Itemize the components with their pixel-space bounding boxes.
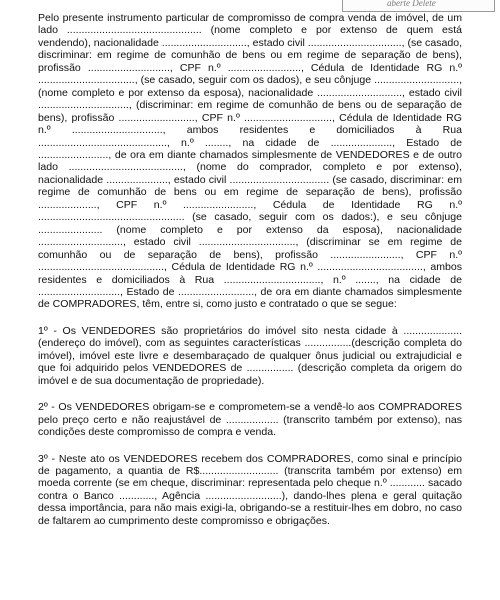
clause-1-paragraph: 1º - Os VENDEDORES são proprietários do imóvel sito nesta cidade à .................... (endereço do imóvel), com as seguintes características ................(descrição completa do imóvel), imóvel este livre e desembaraçado de qualquer ônus judicial ou extrajudicial e que foi adquirido pelos VENDEDORES de ................ (descrição completa da origem do imóvel e de sua documentação de propriedade).	[38, 324, 462, 387]
clause-2-paragraph: 2º - Os VENDEDORES obrigam-se e comprometem-se a vendê-lo aos COMPRADORES pelo preço certo e não reajustável de .................. (transcrito também por extenso), nas condições deste compromisso de compra e venda.	[38, 401, 462, 439]
clause-3-paragraph: 3º - Neste ato os VENDEDORES recebem dos COMPRADORES, como sinal e princípio de pagamento, a quantia de R$........................... (transcrita também por extenso) em moeda corrente (se em cheque, discriminar: representada pelo cheque n.º ............ sacado contra o Banco ............, Agência ..........................), dando-lhes plena e geral quitação dessa importância, para não mais exigi-la, obrigando-se a restituir-lhes em dobro, no caso de faltarem ao cumprimento deste compromisso e obrigações.	[38, 452, 462, 527]
corner-tag	[342, 0, 495, 12]
contract-document	[38, 12, 462, 541]
preamble-paragraph: Pelo presente instrumento particular de compromisso de compra venda de imóvel, de um lado .............................................. (nome completo e por extenso de quem está vendendo), nacionalidade ............................., estado civil ................................, (se casado, discriminar: em regime de comunhão de bens ou em regime de separação de bens), profissão ............................, CPF n.º ........................., Cédula de Identidade RG n.º ................................., (se casado, seguir com os dados), e seu cônjuge ............................., (nome completo e por extenso da esposa), nacionalidade ............................., estado civil ..............................., (discriminar: em regime de comunhão de bens ou de separação de bens), profissão .........................., CPF n.º .............................., Cédula de Identidade RG n.º ..............................., ambos residentes e domiciliados à Rua ............................................, n.º ........, na cidade de ....................., Estado de ........................, de ora em diante chamados simplesmente de VENDEDORES e de outro lado ......................................., (nome do comprador, completo e por extenso), nacionalidade ....................., estado civil .................................. (se casado, discriminar: em regime de comunhão de bens ou em regime de separação de bens), profissão ...................., CPF n.º ........................, Cédula de Identidade RG n.º .................................................. (se casado, seguir com os dados:), e seu cônjuge ...................... (nome completo e por extenso da esposa), nacionalidade ............................., estado civil ................................., (discriminar se em regime de comunhão ou de separação de bens), profissão ........................, CPF n.º ..........................................., Cédula de Identidade RG n.º ...................................., ambos residentes e domiciliados à Rua ................................., n.º ......., na cidade de ............................, Estado de .........................., de ora em diante chamados simplesmente de COMPRADORES, têm, entre si, como justo e contratado o que se segue:	[38, 12, 462, 311]
corner-tag-text: aberte Delete	[387, 0, 436, 8]
